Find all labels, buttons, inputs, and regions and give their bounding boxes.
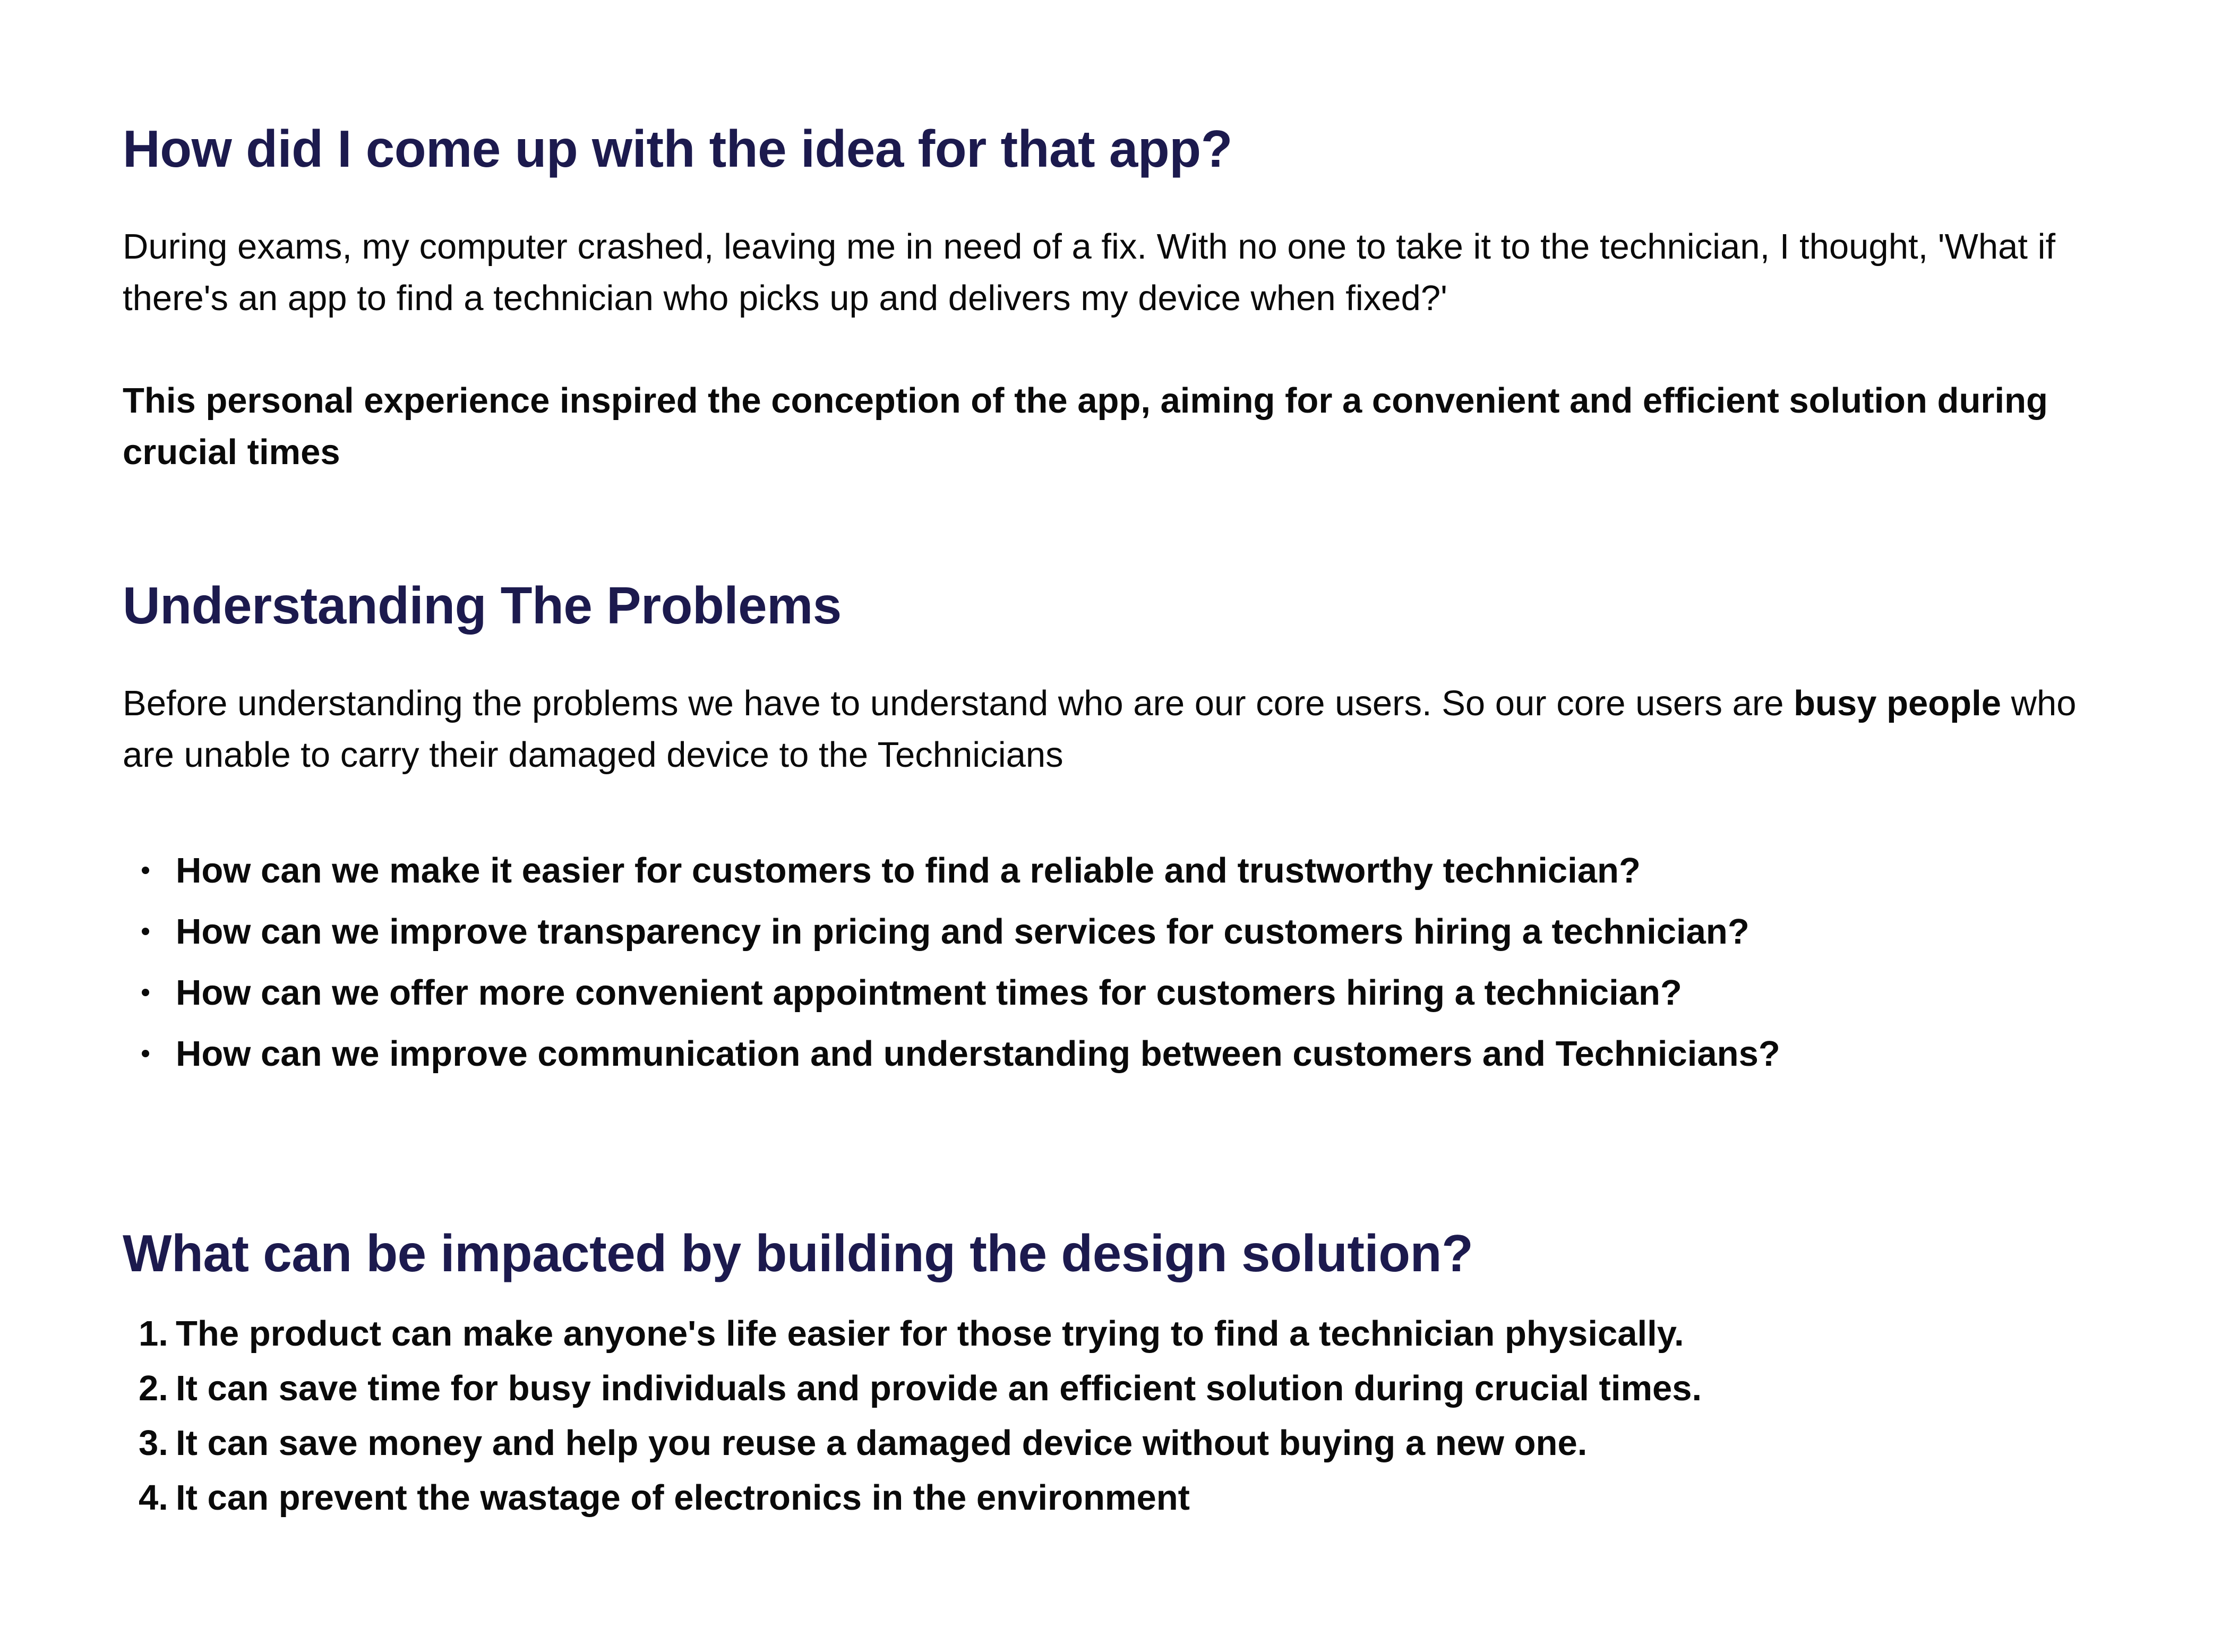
question-text: How can we improve transparency in pricing and services for customers hiring a technician? <box>176 912 1749 952</box>
list-item <box>123 901 1780 962</box>
impact-list <box>123 1306 1702 1525</box>
paragraph-idea-inspiration: This personal experience inspired the conception of the app, aiming for a convenient and efficient solution during crucial times <box>123 381 2048 472</box>
question-text: How can we improve communication and understanding between customers and Technicians? <box>176 1034 1780 1074</box>
impact-text: The product can make anyone's life easier for those trying to find a technician physically. <box>176 1314 1684 1354</box>
list-number: 1. <box>139 1314 168 1354</box>
bullet-icon <box>142 1050 149 1057</box>
list-item <box>123 1023 1780 1084</box>
core-users-text-end: who are unable to carry their damaged device to the Technicians <box>123 683 2077 775</box>
list-item <box>123 1470 1702 1525</box>
list-item <box>123 840 1780 901</box>
list-item <box>123 1416 1702 1470</box>
impact-text: It can prevent the wastage of electronics in the environment <box>176 1478 1190 1518</box>
list-item <box>123 1306 1702 1361</box>
impact-text: It can save money and help you reuse a damaged device without buying a new one. <box>176 1423 1588 1463</box>
list-number: 2. <box>139 1368 168 1408</box>
heading-design-impact: What can be impacted by building the design solution? <box>123 1224 1473 1282</box>
impact-text: It can save time for busy individuals and provide an efficient solution during crucial times. <box>176 1368 1702 1408</box>
bullet-icon <box>142 989 149 996</box>
list-item <box>123 1361 1702 1416</box>
list-number: 4. <box>139 1478 168 1518</box>
heading-understanding-problems: Understanding The Problems <box>123 576 842 635</box>
paragraph-core-users <box>123 678 2130 781</box>
paragraph-idea-origin: During exams, my computer crashed, leaving me in need of a fix. With no one to take it to the technician, I thought, 'What if there's an app to find a technician who picks up and delivers my device when fixed?' <box>123 227 2056 318</box>
bullet-icon <box>142 928 149 935</box>
core-users-text-start: Before understanding the problems we have to understand who are our core users. So our core users are <box>123 683 1794 723</box>
list-number: 3. <box>139 1423 168 1463</box>
heading-idea-origin: How did I come up with the idea for that app? <box>123 119 1232 178</box>
problem-questions-list <box>123 840 1780 1084</box>
bullet-icon <box>142 867 149 874</box>
question-text: How can we make it easier for customers to find a reliable and trustworthy technician? <box>176 851 1641 891</box>
core-users-highlight: busy people <box>1794 683 2001 723</box>
list-item <box>123 962 1780 1023</box>
question-text: How can we offer more convenient appointment times for customers hiring a technician? <box>176 973 1682 1013</box>
